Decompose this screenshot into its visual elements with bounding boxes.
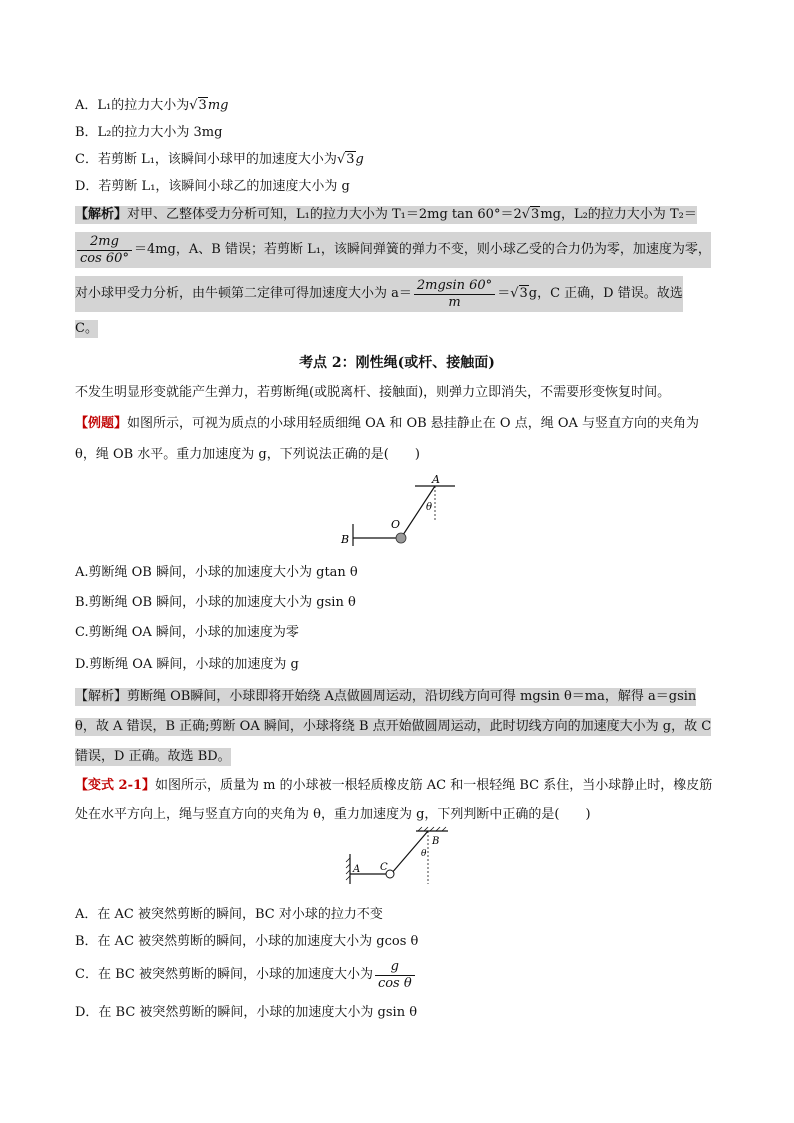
label-b: B	[432, 836, 440, 847]
section-title: 考点 2：刚性绳(或杆、接触面)	[299, 355, 495, 371]
solution1-line1: 【解析】对甲、乙整体受力分析可知，L₁的拉力大小为 T₁＝2mg tan 60°＝2√3mg，L₂的拉力大小为 T₂＝	[75, 207, 697, 222]
option-d: D．若剪断 L₁，该瞬间小球乙的加速度大小为 g	[75, 179, 350, 194]
option-a-unit: mg	[207, 98, 229, 113]
solution2-line3: 错误，D 正确。故选 BD。	[75, 749, 231, 764]
solution2-line1: 【解析】剪断绳 OB瞬间，小球即将开始绕 A点做圆周运动，沿切线方向可得 mgsin θ＝ma，解得 a＝gsin	[75, 689, 697, 704]
example-option-a: A.剪断绳 OB 瞬间，小球的加速度大小为 gtan θ	[75, 565, 358, 580]
variant-stem-line2: 处在水平方向上，绳与竖直方向的夹角为 θ，重力加速度为 g，下列判断中正确的是( )	[75, 807, 591, 822]
fraction-accel: $\frac{2mgsin 60^\circ}{m}$	[414, 278, 495, 311]
variant-option-d: D．在 BC 被突然剪断的瞬间，小球的加速度大小为 gsin θ	[75, 1005, 418, 1020]
solution1-line4: C。	[75, 321, 98, 336]
solution1-line2: $\frac{2mg}{\cos 60^\circ}$ ＝4mg，A、B 错误；若剪断 L₁，该瞬间弹簧的弹力不变，则小球乙受的合力仍为零，加速度为零，	[75, 232, 711, 268]
sqrt-3-sol: √3	[521, 207, 540, 222]
label-o: O	[391, 518, 401, 531]
sqrt-3-accel: √3	[510, 286, 528, 301]
option-c	[75, 151, 364, 169]
option-a	[75, 97, 228, 115]
solution2-line2: θ，故 A 错误，B 正确;剪断 OA 瞬间，小球将绕 B 点开始做圆周运动，此时切线方向的加速度大小为 g，故 C	[75, 719, 712, 734]
variant-tag: 【变式 2-1】	[75, 778, 156, 793]
fraction-g-cos: $\frac{g}{\text{cos θ}}$	[375, 959, 415, 992]
label-a: A	[353, 864, 361, 875]
fraction-2mg-cos60: $\frac{2mg}{\cos 60^\circ}$	[77, 234, 132, 267]
label-theta: θ	[421, 849, 427, 859]
solution1-line3: 对小球甲受力分析，由牛顿第二定律可得加速度大小为 a＝ $\frac{2mgsin 60^\circ}{m}$ ＝ √3 g，C 正确，D 错误。故选	[75, 276, 683, 312]
sqrt-3-c: √3	[336, 152, 355, 167]
section-intro: 不发生明显形变就能产生弹力，若剪断绳(或脱离杆、接触面)，则弹力立即消失，不需要形变恢复时间。	[75, 385, 671, 400]
wall-hatch	[346, 854, 350, 884]
sqrt-3: √3	[189, 98, 207, 113]
ball-icon	[396, 533, 406, 543]
ceiling-hatch	[416, 827, 448, 831]
variant-stem-line1: 【变式 2-1】如图所示，质量为 m 的小球被一根轻质橡皮筋 AC 和一根轻绳 BC 系住，当小球静止时，橡皮筋	[75, 778, 713, 793]
example-tag: 【例题】	[75, 416, 128, 431]
variant-option-c: C．在 BC 被突然剪断的瞬间，小球的加速度大小为 $\frac{g}{\text{cos θ}}$	[75, 958, 417, 992]
example-option-d: D.剪断绳 OA 瞬间，小球的加速度为 g	[75, 657, 299, 672]
example-option-b: B.剪断绳 OB 瞬间，小球的加速度大小为 gsin θ	[75, 595, 356, 610]
example-figure	[335, 472, 465, 550]
label-c: C	[380, 862, 388, 873]
variant-figure	[338, 826, 458, 886]
label-a: A	[432, 473, 440, 486]
variant-option-b: B．在 AC 被突然剪断的瞬间，小球的加速度大小为 gcos θ	[75, 934, 419, 949]
example-stem-line2: θ，绳 OB 水平。重力加速度为 g，下列说法正确的是( )	[75, 447, 420, 462]
solution-tag: 【解析】	[75, 207, 128, 222]
label-b: B	[341, 533, 350, 546]
label-theta: θ	[426, 502, 433, 513]
option-c-text: C．若剪断 L₁，该瞬间小球甲的加速度大小为	[75, 152, 337, 167]
example-option-c: C.剪断绳 OA 瞬间，小球的加速度为零	[75, 625, 299, 640]
option-c-unit: g	[355, 152, 364, 167]
option-b: B．L₂的拉力大小为 3mg	[75, 125, 223, 140]
example-stem-line1: 【例题】如图所示，可视为质点的小球用轻质细绳 OA 和 OB 悬挂静止在 O 点，绳 OA 与竖直方向的夹角为	[75, 416, 700, 431]
variant-option-a: A．在 AC 被突然剪断的瞬间，BC 对小球的拉力不变	[75, 907, 383, 922]
option-a-text: A．L₁的拉力大小为	[75, 98, 190, 113]
